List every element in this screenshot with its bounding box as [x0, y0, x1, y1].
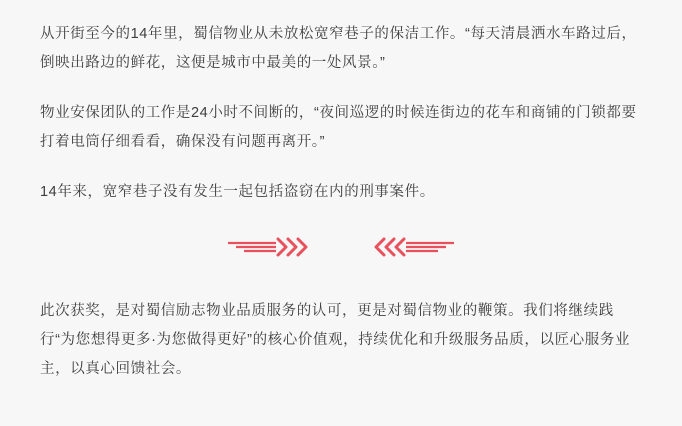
triple-chevron-left-ornament: [368, 234, 454, 265]
closing-paragraph: 此次获奖，是对蜀信励志物业品质服务的认可，更是对蜀信物业的鞭策。我们将继续践行“为您想得更多·为您做得更好”的核心价值观，持续优化和升级服务品质，以匠心服务业主，以真心回馈社会。: [40, 303, 631, 377]
paragraph-3: 14年来，宽窄巷子没有发生一起包括盗窃在内的刑事案件。: [40, 184, 435, 200]
section-divider: [40, 207, 642, 291]
triple-chevron-right-ornament: [228, 234, 314, 265]
paragraph-2: 物业安保团队的工作是24小时不间断的，“夜间巡逻的时候连街边的花车和商铺的门锁都要打着电筒仔细看看，确保没有问题再离开。”: [40, 105, 637, 150]
paragraph-1: 从开街至今的14年里，蜀信物业从未放松宽窄巷子的保洁工作。“每天清晨洒水车路过后，倒映出路边的鲜花，这便是城市中最美的一处风景。”: [40, 26, 637, 71]
